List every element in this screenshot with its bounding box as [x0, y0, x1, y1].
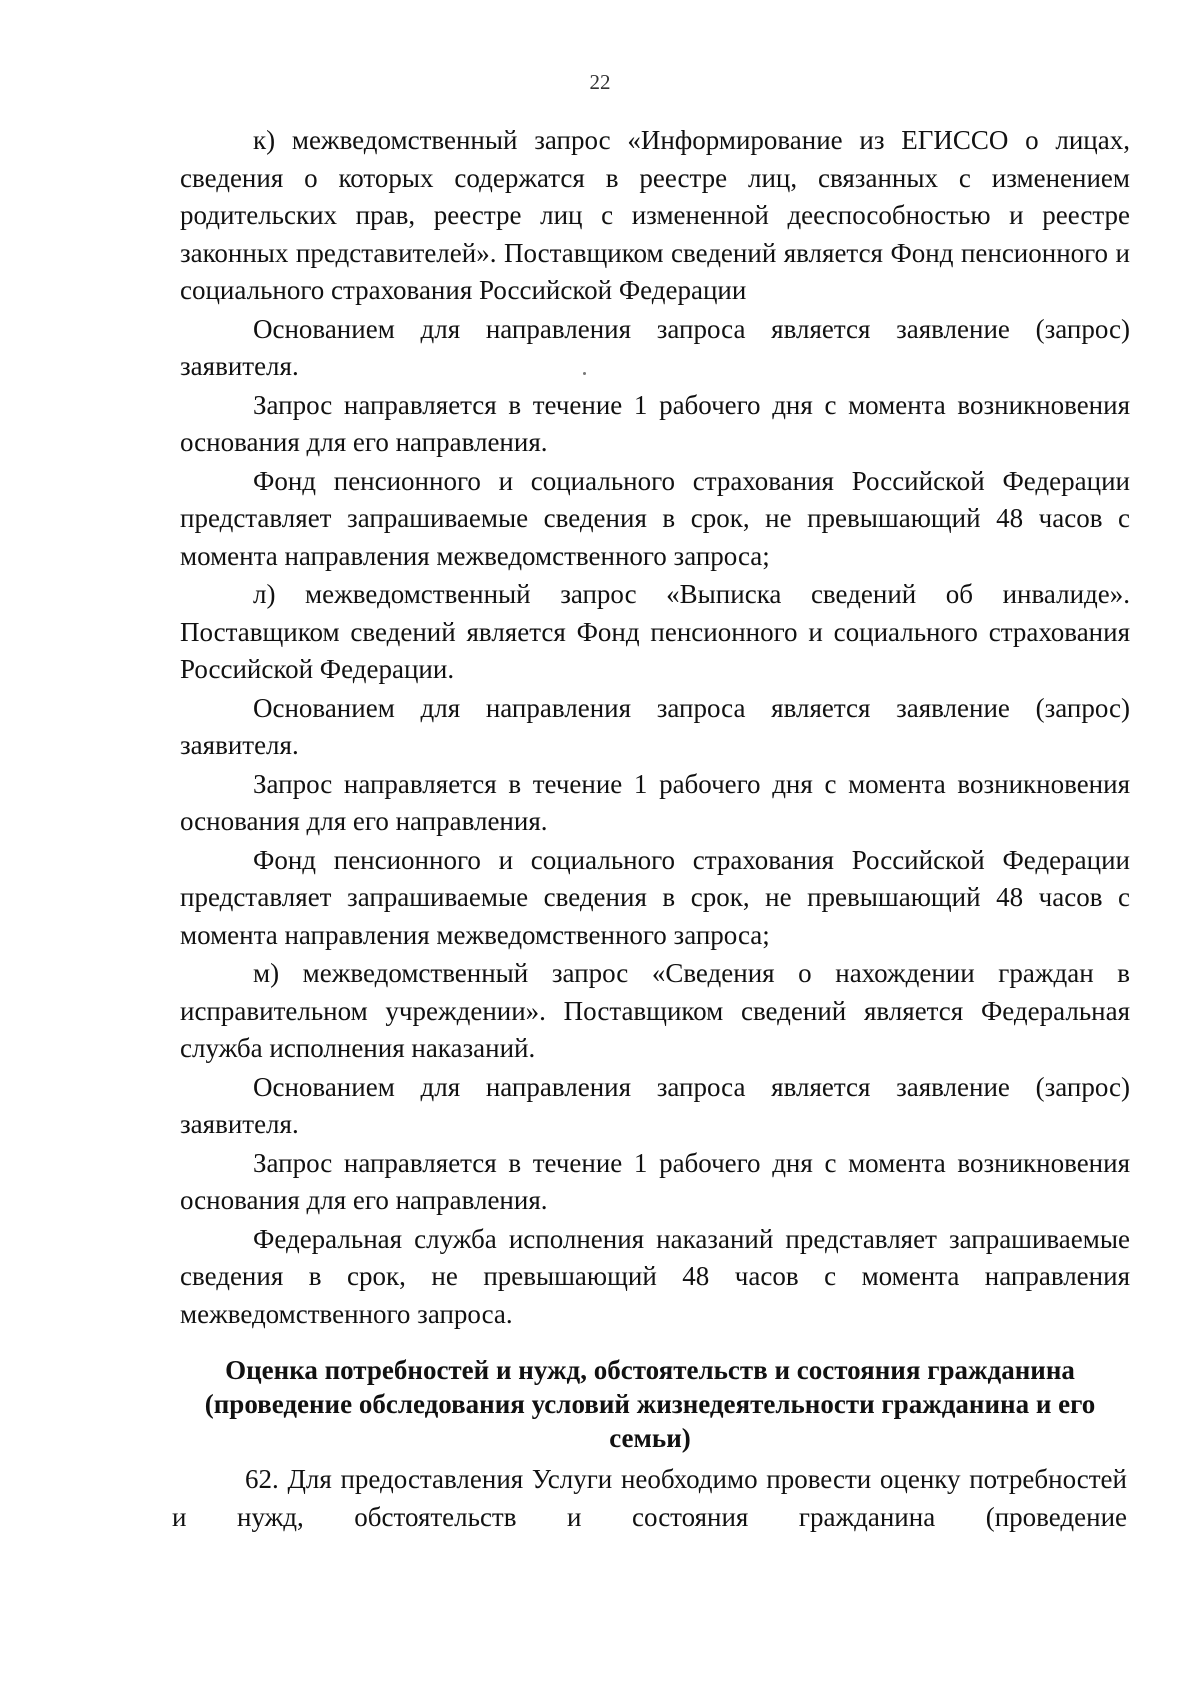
paragraph-response-term: Федеральная служба исполнения наказаний представляет запрашиваемые сведения в срок, не превышающий 48 часов с момента направления межведомственного запроса.: [180, 1223, 1130, 1329]
paragraph-62: 62. Для предоставления Услуги необходимо провести оценку потребностей и нужд, обстоятельств и состояния гражданина (проведение: [172, 1464, 1127, 1532]
paragraph-timing: Запрос направляется в течение 1 рабочего дня с момента возникновения основания для его направления.: [180, 768, 1130, 836]
page-number: 22: [589, 70, 611, 94]
paragraph-basis: Основанием для направления запроса является заявление (запрос) заявителя.: [180, 313, 1130, 381]
paragraph-response-term: Фонд пенсионного и социального страхования Российской Федерации представляет запрашиваемые сведения в срок, не превышающий 48 часов с момента направления межведомственного запроса;: [180, 844, 1130, 950]
paragraph-basis: Основанием для направления запроса является заявление (запрос) заявителя.: [180, 692, 1130, 760]
paragraph-k-request: к) межведомственный запрос «Информирование из ЕГИССО о лицах, сведения о которых содержатся в реестре лиц, связанных с изменением родительских прав, реестре лиц с измененной дееспособностью и реестре законных представителей». Поставщиком сведений является Фонд пенсионного и социального страхования Российской Федерации: [180, 125, 1130, 305]
scan-speck: [583, 372, 586, 375]
paragraph-m-request: м) межведомственный запрос «Сведения о нахождении граждан в исправительном учреждении». Поставщиком сведений является Федеральная служба исполнения наказаний.: [180, 958, 1130, 1063]
paragraph-response-term: Фонд пенсионного и социального страхования Российской Федерации представляет запрашиваемые сведения в срок, не превышающий 48 часов с момента направления межведомственного запроса;: [180, 465, 1130, 571]
paragraph-l-request: л) межведомственный запрос «Выписка сведений об инвалиде». Поставщиком сведений является Фонд пенсионного и социального страхования Российской Федерации.: [180, 579, 1130, 684]
paragraph-basis: Основанием для направления запроса является заявление (запрос) заявителя.: [180, 1071, 1130, 1139]
closing-text: [172, 1461, 1127, 1537]
body-text: [180, 122, 1130, 1334]
section-heading: Оценка потребностей и нужд, обстоятельств и состояния гражданина (проведение обследования условий жизнедеятельности гражданина и его семьи): [204, 1355, 1096, 1453]
paragraph-timing: Запрос направляется в течение 1 рабочего дня с момента возникновения основания для его направления.: [180, 1147, 1130, 1215]
paragraph-timing: Запрос направляется в течение 1 рабочего дня с момента возникновения основания для его направления.: [180, 389, 1130, 457]
